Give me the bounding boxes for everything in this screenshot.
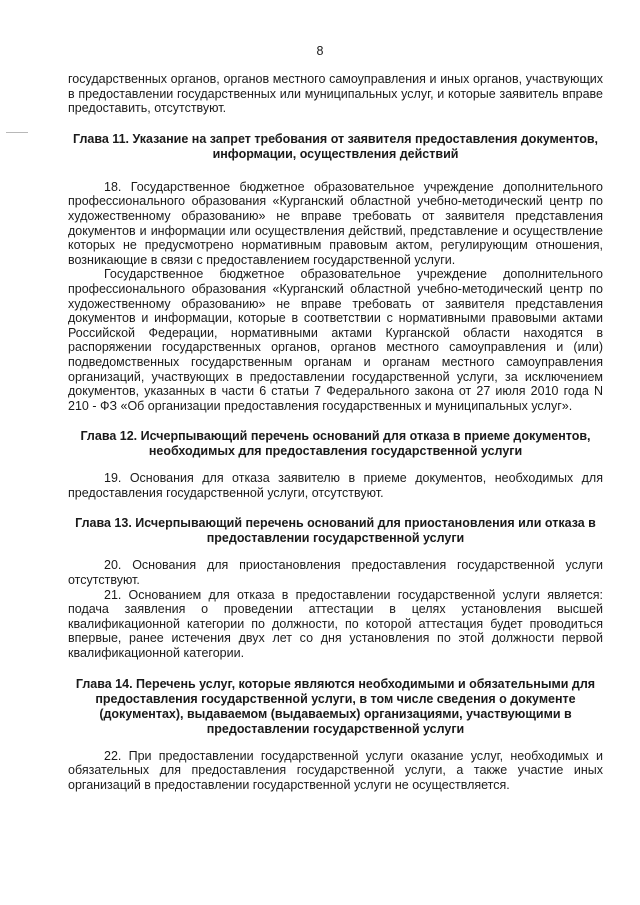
chapter-11-paragraph-2: Государственное бюджетное образовательное учреждение дополнительного профессионального образования «Курганский областной учебно-методический центр по художественному образованию» не вправе требовать от заявителя представления документов и информации, которые в соответствии с нормативными правовыми актами Российской Федерации, нормативными актами Курганской области находятся в распоряжении государственных органов, органов местного самоуправления и (или) подведомственных государственным органам и органам местного самоуправления организаций, участвующих в предоставлении государственной услуги, за исключением документов, указанных в части 6 статьи 7 Федерального закона от 27 июля 2010 года N 210 - ФЗ «Об организации предоставления государственных и муниципальных услуг». [68, 267, 603, 413]
chapter-12 [68, 429, 603, 500]
chapter-13-paragraph-21: 21. Основанием для отказа в предоставлении государственной услуги является: подача заявления о проведении аттестации в целях установления высшей квалификационной категории по должности, по которой аттестация будет проводиться впервые, ранее истечения двух лет со дня установления по этой должности первой квалификационной категории. [68, 587, 603, 661]
chapter-12-title: Глава 12. Исчерпывающий перечень оснований для отказа в приеме документов, необходимых для предоставления государственной услуги [80, 429, 591, 459]
chapter-11 [68, 132, 603, 414]
intro-paragraph: государственных органов, органов местного самоуправления и иных органов, участвующих в предоставлении государственных или муниципальных услуг, и которые заявитель вправе предоставить, отсутствуют. [68, 72, 603, 116]
scan-artifact-line [6, 132, 28, 133]
chapter-11-title: Глава 11. Указание на запрет требования от заявителя предоставления документов, информации, осуществления действий [73, 131, 598, 161]
chapter-14-paragraph-22: 22. При предоставлении государственной услуги оказание услуг, необходимых и обязательных для предоставления государственной услуги, а также участие иных организаций в предоставлении государственной услуги не осуществляется. [68, 748, 603, 792]
chapter-14-title: Глава 14. Перечень услуг, которые являются необходимыми и обязательными для предоставления государственной услуги, в том числе сведения о документе (документах), выдаваемом (выдаваемых) организациями, участвующими в предоставлении государственной услуги [75, 676, 596, 736]
page-number: 8 [316, 44, 324, 58]
chapter-11-paragraph-18: 18. Государственное бюджетное образовательное учреждение дополнительного профессионального образования «Курганский областной учебно-методический центр по художественному образованию» не вправе требовать от заявителя представления документов и информации или осуществления действий, представление и осуществление которых не предусмотрено нормативным правовым актом, регулирующим отношения, возникающие в связи с предоставлением государственной услуги. [68, 179, 603, 267]
chapter-13-title: Глава 13. Исчерпывающий перечень оснований для приостановления или отказа в предоставлении государственной услуги [75, 516, 596, 546]
chapter-13-paragraph-20: 20. Основания для приостановления предоставления государственной услуги отсутствуют. [68, 558, 603, 588]
chapter-13 [68, 516, 603, 660]
chapter-12-paragraph-19: 19. Основания для отказа заявителю в приеме документов, необходимых для предоставления государственной услуги, отсутствуют. [68, 471, 603, 500]
chapter-14 [68, 677, 603, 793]
page-content [68, 72, 603, 792]
